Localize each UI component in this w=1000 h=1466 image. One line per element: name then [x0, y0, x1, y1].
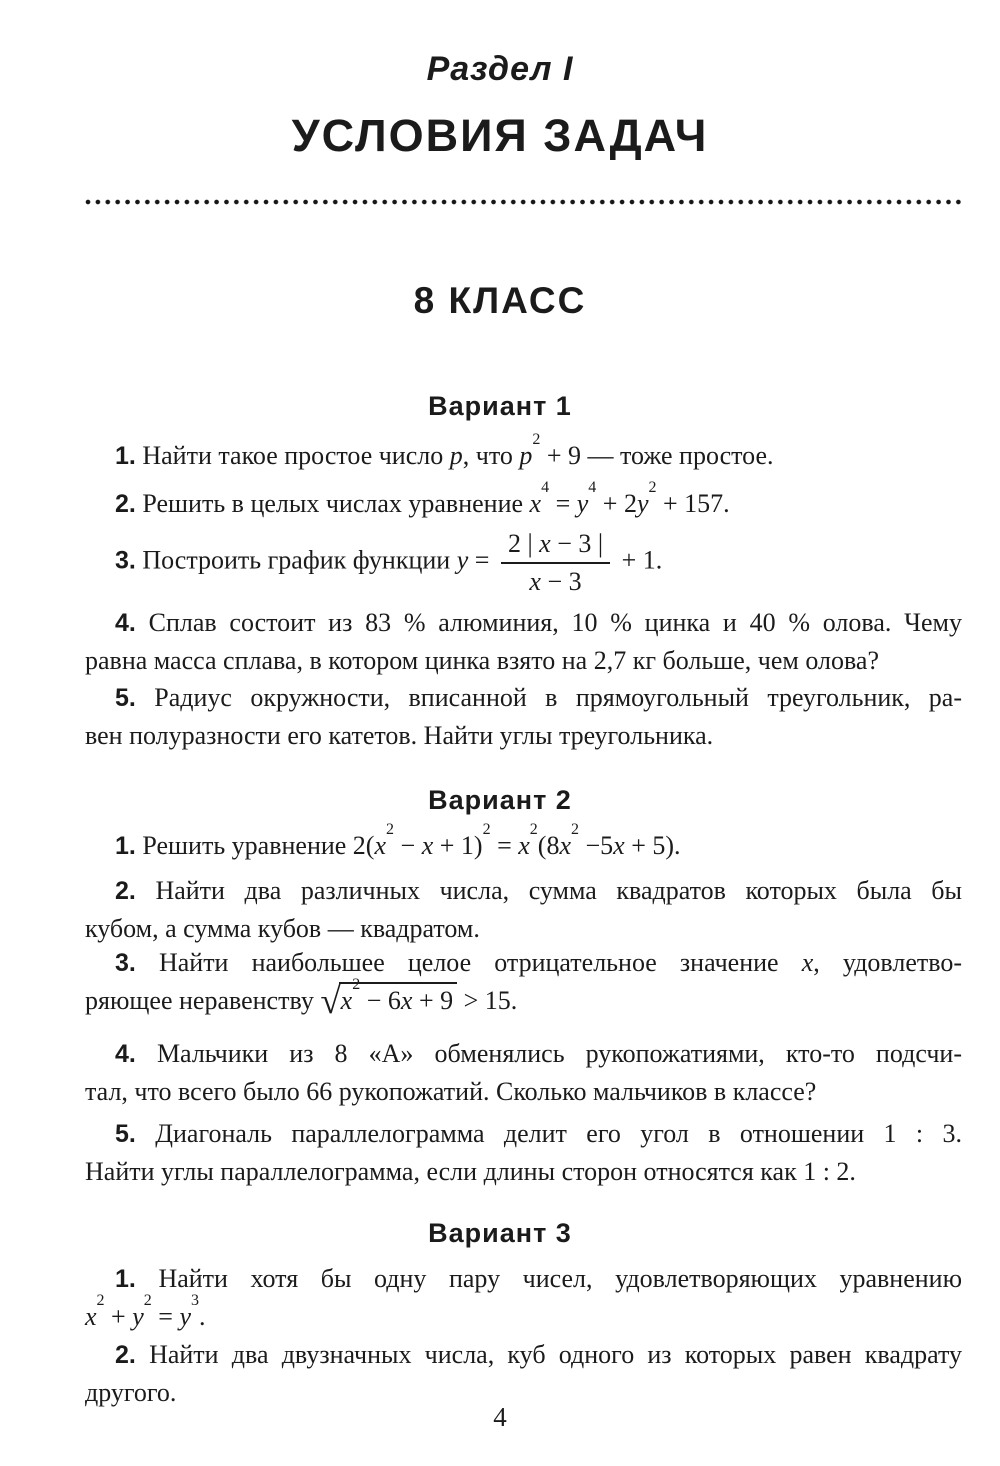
math-var: x — [801, 948, 814, 977]
problem-line — [85, 1115, 962, 1153]
fraction — [501, 528, 610, 597]
problem-line — [85, 604, 962, 642]
problem — [85, 1035, 962, 1110]
square-root: $√x^2 - 6x + 9$ — [320, 982, 457, 1019]
text-run: Найти два различных числа, сумма квадратов которых была бы — [155, 876, 963, 905]
text-run: > 15. — [457, 986, 518, 1015]
fraction-denominator — [501, 564, 610, 597]
text-run: . — [198, 1302, 206, 1331]
superscript: 2 — [482, 821, 491, 839]
problem-line — [85, 872, 962, 910]
text-run: Решить в целых числах уравнение — [142, 489, 530, 518]
math-var: x — [613, 831, 625, 860]
variant-heading: Вариант 2 — [428, 785, 572, 815]
text-run: + 9 — тоже простое. — [540, 441, 774, 470]
superscript: 2 — [143, 1292, 152, 1310]
text-run: − 3 | — [550, 529, 604, 558]
problem-line — [85, 1336, 962, 1374]
problem — [85, 528, 962, 597]
text-run: + — [104, 1302, 133, 1331]
text-run: , удовлетво- — [813, 948, 962, 977]
variant-heading: Вариант 3 — [428, 1218, 572, 1248]
text-run: − — [394, 831, 422, 860]
page-number: 4 — [493, 1402, 507, 1432]
problem-number: 5. — [115, 1120, 136, 1148]
text-run: = — [490, 831, 519, 860]
problem-line — [85, 1035, 962, 1073]
problem-number: 2. — [115, 490, 136, 518]
text-run: + 157. — [656, 489, 730, 518]
superscript: 2 — [571, 821, 579, 839]
problem-line — [85, 1073, 962, 1110]
text-run: (8 — [537, 831, 560, 860]
problem-number: 1. — [115, 832, 136, 860]
text-run: Найти наибольшее целое отрицательное значение — [158, 948, 802, 977]
text-run: + 1. — [615, 545, 663, 575]
problem-line — [85, 528, 962, 597]
text-run: + 1) — [433, 831, 483, 860]
math-var: x — [374, 831, 387, 860]
page-title: УСЛОВИЯ ЗАДАЧ — [291, 110, 709, 161]
text-run: Мальчики из 8 «А» обменялись рукопожатиями, кто-то подсчи- — [156, 1039, 962, 1068]
superscript: 4 — [541, 479, 550, 497]
math-var: x — [529, 489, 542, 518]
text-run: Радиус окружности, вписанной в прямоугольный треугольник, ра- — [154, 683, 963, 712]
text-run: , что — [462, 441, 520, 470]
text-run: − 6 — [360, 986, 401, 1015]
grade-heading: 8 КЛАСС — [413, 280, 587, 321]
superscript: 2 — [96, 1292, 105, 1310]
problem-number: 2. — [115, 877, 136, 905]
text-run: вен полуразности его катетов. Найти углы треугольника. — [85, 721, 714, 750]
text-run: Сплав состоит из 83 % алюминия, 10 % цинка и 40 % олова. Чему — [148, 608, 962, 637]
problem-line — [85, 642, 962, 679]
math-var: x — [559, 831, 571, 860]
math-var: x — [529, 567, 541, 597]
problem — [85, 1260, 962, 1335]
text-run: Найти хотя бы одну пару чисел, удовлетворяющих уравнению — [158, 1264, 962, 1293]
problem-line — [85, 1153, 962, 1190]
text-run: другого. — [85, 1378, 177, 1407]
text-run: тал, что всего было 66 рукопожатий. Сколько мальчиков в классе? — [85, 1077, 817, 1106]
text-run: = — [151, 1302, 180, 1331]
problem-line — [85, 679, 962, 717]
variant-heading: Вариант 1 — [428, 391, 572, 421]
problem — [85, 479, 962, 523]
text-run: Построить график функции — [142, 545, 457, 575]
math-var: y — [132, 1302, 144, 1331]
text-run: + 9 — [412, 986, 454, 1015]
math-var: x — [340, 986, 353, 1015]
math-var: y — [456, 545, 469, 575]
radicand — [339, 976, 457, 1016]
text-run: ряющее неравенству — [85, 986, 321, 1015]
problem-number: 5. — [115, 684, 136, 712]
text-run: −5 — [579, 831, 614, 860]
problem-number: 4. — [115, 609, 136, 637]
text-run: − 3 — [540, 567, 582, 597]
problem-line — [85, 944, 962, 982]
problem — [85, 604, 962, 679]
problem — [85, 431, 962, 475]
problem — [85, 872, 962, 947]
fraction-numerator — [501, 528, 610, 564]
problem-line — [85, 1260, 962, 1298]
math-var: x — [421, 831, 434, 860]
problem-line — [85, 976, 962, 1022]
math-var: y — [179, 1302, 191, 1331]
superscript: 2 — [386, 821, 395, 839]
math-var: x — [518, 831, 530, 860]
problem-number: 4. — [115, 1040, 136, 1068]
text-run: Найти два двузначных числа, куб одного из которых равен квадрату — [149, 1340, 963, 1369]
problem-line — [85, 910, 962, 947]
problem-line — [85, 717, 962, 754]
superscript: 3 — [190, 1292, 199, 1310]
math-var: x — [539, 529, 551, 558]
problem-line — [85, 479, 962, 523]
text-run: + 2 — [596, 489, 637, 518]
math-var: y — [636, 489, 649, 518]
text-run: Найти такое простое число — [142, 441, 450, 470]
superscript: 2 — [529, 821, 538, 839]
problem-number: 2. — [115, 1341, 136, 1369]
superscript: 2 — [648, 479, 657, 497]
problem-number: 3. — [115, 546, 136, 575]
problem — [85, 821, 962, 865]
math-var: x — [400, 986, 413, 1015]
problem — [85, 1336, 962, 1411]
math-var: x — [85, 1302, 97, 1331]
superscript: 4 — [588, 479, 597, 497]
math-var: p — [449, 441, 463, 470]
text-run: Диагональ параллелограмма делит его угол в отношении 1 : 3. — [155, 1119, 963, 1148]
text-run: равна масса сплава, в котором цинка взято на 2,7 кг больше, чем олова? — [85, 646, 879, 675]
problem-number: 1. — [115, 442, 136, 470]
problem-number: 1. — [115, 1265, 136, 1293]
math-var: y — [576, 489, 589, 518]
text-run: кубом, а сумма кубов — квадратом. — [85, 914, 480, 943]
problem-number: 3. — [115, 949, 136, 977]
superscript: 2 — [532, 431, 541, 449]
text-run: 2 | — [507, 529, 540, 558]
text-run: + 5). — [624, 831, 681, 860]
problem — [85, 944, 962, 1022]
problem — [85, 1115, 962, 1190]
problem-line — [85, 431, 962, 475]
text-run: Найти углы параллелограмма, если длины сторон относятся как 1 : 2. — [85, 1157, 856, 1186]
text-run: = — [468, 545, 496, 575]
superscript: 2 — [352, 976, 361, 994]
problem — [85, 679, 962, 754]
section-label: Раздел I — [426, 50, 574, 88]
problem-line — [85, 1292, 962, 1335]
math-var: p — [519, 441, 533, 470]
text-run: Решить уравнение 2( — [142, 831, 375, 860]
problem-line — [85, 821, 962, 865]
dotted-divider — [85, 199, 962, 205]
text-run: = — [549, 489, 577, 518]
